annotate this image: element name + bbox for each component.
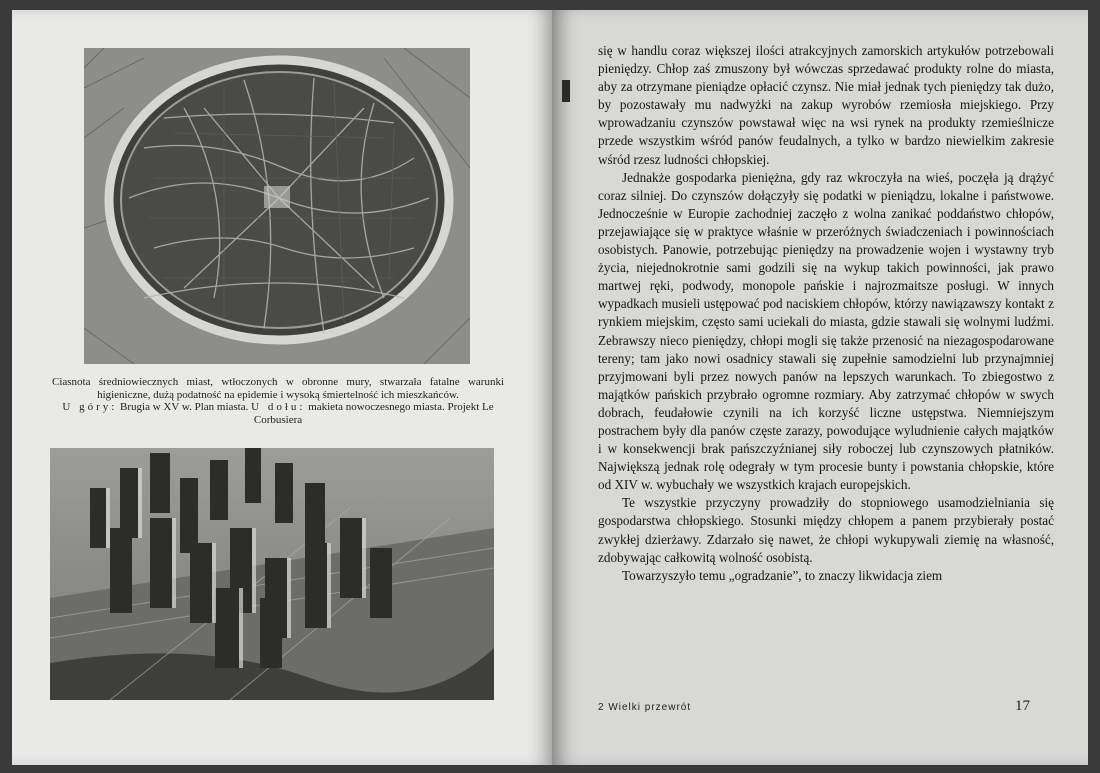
caption-top-line [52, 401, 504, 426]
paragraph: Jednakże gospodarka pieniężna, gdy raz wkroczyła na wieś, poczęła ją drążyć coraz silniej. Do czynszów dołączyły się podatki w pieniądzu, lokalne i państwowe. Jednocześnie w Europie zachodniej zaczęło z wolna zanikać poddaństwo chłopów, przejawiające się w praktyce właśnie w przeróżnych świadczeniach i powinnościach osobistych. Panowie, potrzebując pieniędzy na prowadzenie wojen i wystawny tryb życia, niejednokrotnie sami godzili się na wykup takich powinności, jak prawo martwej ręki, podwody, monopole pańskie i najrozmaitsze posługi. W innych wypadkach musieli ustępować pod naciskiem chłopów, którzy nawiązawszy kontakt z rynkiem miejskim, często sami uciekali do miasta, gdzie stawali się wolnymi ludźmi. Zebrawszy nieco pieniędzy, chłopi mogli się także przenosić na niezagospodarowane tereny; tam jako nowi osadnicy stawali się zupełnie samodzielni lub przynajmniej przyjmowani byli przez nowych panów na lepszych warunkach. To zbiegostwo z majątków pańskich przybrało ogromne rozmiary. Aby zatrzymać chłopów w swych dobrach, feudałowie czynili na ich korzyść liczne ustępstwa. Niemniejszym postrachem były dla panów częste zarazy, powodujące wyludnienie całych majątków i w konsekwencji brak pańszczyźnianej siły roboczej lub czynszowych płatników. Największą jednak rolę odegrały w tym procesie bunty i powstania chłopskie, które od XIV w. wybuchały we wszystkich krajach europejskich. [598, 169, 1054, 493]
book-spread [12, 10, 1088, 765]
bookmark-tab [562, 80, 570, 102]
city-model-icon [50, 448, 494, 700]
caption-bottom-label: U dołu: [251, 401, 306, 413]
medieval-city-map-image [84, 48, 470, 364]
paragraph: się w handlu coraz większej ilości atrakcyjnych zamorskich artykułów potrzebowali pieniędzy. Chłop zaś zmuszony był wówczas sprzedawać produkty rolne do miasta, aby za otrzymane pieniądze opłacić czynsz. Nie miał jednak tych pieniędzy tak dużo, by pozostawały mu nadwyżki na zakup wyrobów rzemiosła miejskiego. Przy wprowadzaniu czynszów powstawał więc na wsi rynek na produkty rzemieślnicze przede wszystkim wśród panów feudalnych, a tylko w bardzo niewielkim zakresie wśród rzesz ludności chłopskiej. [598, 43, 1054, 167]
paragraph: Te wszystkie przyczyny prowadziły do stopniowego usamodzielniania się gospodarstwa chłopskiego. Stosunki między chłopem a panem przybierały postać zwykłej dzierżawy. Zdarzało się nawet, że chłopi wykupywali ziemię na własność, zdobywając całkowitą wolność osobistą. [598, 495, 1054, 565]
signature-mark: 2 Wielki przewrót [598, 702, 692, 713]
paragraph: Towarzyszyło temu „ogradzanie”, to znaczy likwidacja ziem [622, 567, 943, 583]
right-page [552, 10, 1088, 765]
caption-lead: Ciasnota średniowiecznych miast, wtłoczonych w obronne mury, stwarzała fatalne warunki higieniczne, dużą podatność na epidemie i wysoką śmiertelność ich mieszkańców. [52, 376, 504, 401]
page-number: 17 [1015, 698, 1030, 714]
body-text [598, 42, 1054, 585]
modern-city-model-image [50, 448, 494, 700]
figure-caption [52, 376, 504, 426]
caption-top-text: Brugia w XV w. Plan miasta. [120, 401, 249, 413]
city-map-icon [84, 48, 470, 364]
caption-top-label: U góry: [62, 401, 118, 413]
caption-bottom-text: makieta nowoczesnego miasta. Projekt Le Corbusiera [253, 401, 494, 426]
left-page [12, 10, 552, 765]
